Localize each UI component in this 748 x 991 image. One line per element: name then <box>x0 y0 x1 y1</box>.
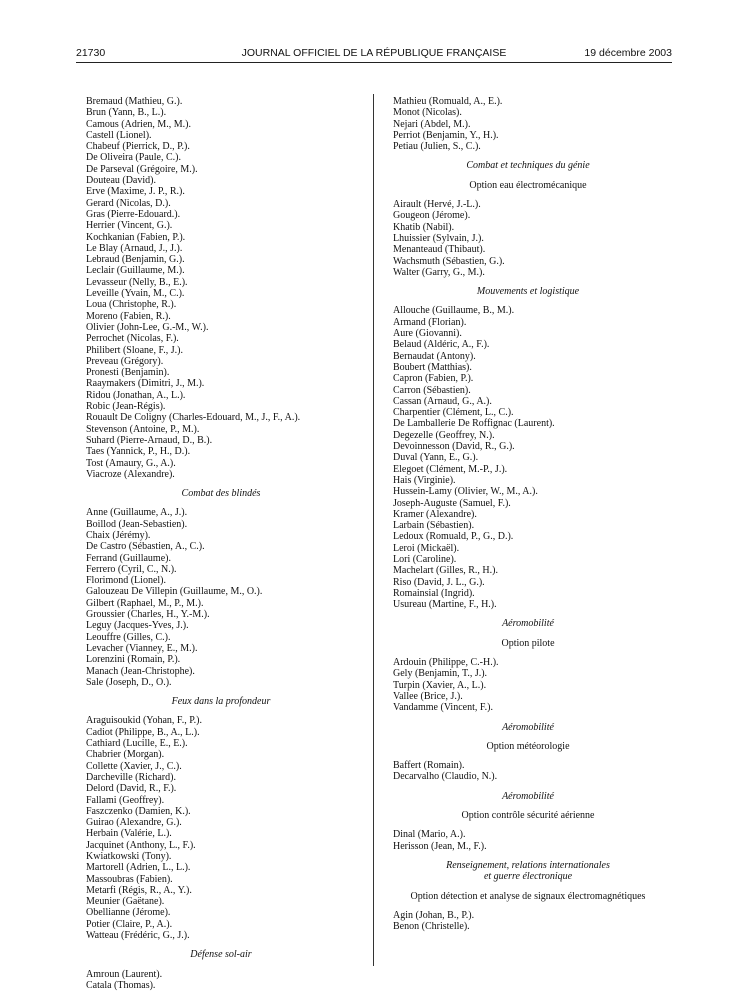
list-item: Agin (Johan, B., P.). <box>393 909 475 921</box>
list-item: Massoubras (Fabien). <box>86 873 173 885</box>
list-item: Gely (Benjamin, T., J.). <box>393 668 488 680</box>
section-heading: Combat des blindés <box>181 488 261 500</box>
list-item: Khatib (Nabil). <box>393 221 455 233</box>
list-item: Gras (Pierre-Edouard.). <box>86 208 181 220</box>
list-item: Ledoux (Romuald, P., G., D.). <box>393 531 514 543</box>
list-item: Suhard (Pierre-Arnaud, D., B.). <box>86 434 213 446</box>
list-item: Castell (Lionel). <box>86 129 152 141</box>
list-item: Herisson (Jean, M., F.). <box>393 840 487 852</box>
list-item: Leroi (Mickaël). <box>393 542 460 554</box>
list-item: Sale (Joseph, D., O.). <box>86 676 172 688</box>
list-item: Erve (Maxime, J. P., R.). <box>86 186 185 198</box>
list-item: Levacher (Vianney, E., M.). <box>86 642 198 654</box>
list-item: Romainsial (Ingrid). <box>393 587 475 599</box>
list-item: De Oliveira (Paule, C.). <box>86 152 181 164</box>
list-item: Ridou (Jonathan, A., L.). <box>86 389 186 401</box>
list-item: Kramer (Alexandre). <box>393 508 477 520</box>
list-item: Gerard (Nicolas, D.). <box>86 197 171 209</box>
list-item: Manach (Jean-Christophe). <box>86 665 195 677</box>
list-item: Florimond (Lionel). <box>86 575 166 587</box>
list-item: Mathieu (Romuald, A., E.). <box>393 96 503 107</box>
journal-title: JOURNAL OFFICIEL DE LA RÉPUBLIQUE FRANÇAISE <box>241 47 507 59</box>
list-item: Araguisoukid (Yohan, F., P.). <box>86 715 202 727</box>
list-item: Devoinnesson (David, R., G.). <box>393 441 515 453</box>
list-item: Charpentier (Clément, L., C.). <box>393 407 514 419</box>
list-item: Bernaudat (Antony). <box>393 350 476 362</box>
list-item: Taes (Yannick, P., H., D.). <box>86 446 191 458</box>
list-item: Chaix (Jérémy). <box>86 529 151 541</box>
list-item: Nejari (Abdel, M.). <box>393 118 471 130</box>
list-item: Preveau (Grégory). <box>86 355 164 367</box>
list-item: Lorenzini (Romain, P.). <box>86 654 181 666</box>
list-item: Cassan (Arnaud, G., A.). <box>393 395 492 407</box>
list-item: Boubert (Matthias). <box>393 361 472 373</box>
list-item: Cathiard (Lucille, E., E.). <box>86 738 188 750</box>
list-item: Leclair (Guillaume, M.). <box>86 265 185 277</box>
list-item: Decarvalho (Claudio, N.). <box>393 771 498 783</box>
list-item: Armand (Florian). <box>393 316 467 328</box>
list-item: Loua (Christophe, R.). <box>86 299 177 311</box>
list-item: Ardouin (Philippe, C.-H.). <box>393 657 499 669</box>
list-item: Larbain (Sébastien). <box>393 520 475 532</box>
list-item: Herbain (Valérie, L.). <box>86 828 172 840</box>
list-item: Tost (Amaury, G., A.). <box>86 457 176 469</box>
section-subheading: Option météorologie <box>486 740 570 752</box>
section-heading: Feux dans la profondeur <box>171 696 271 708</box>
list-item: Galouzeau De Villepin (Guillaume, M., O.). <box>86 586 263 598</box>
list-item: Kwiatkowski (Tony). <box>86 851 172 862</box>
list-item: Benon (Christelle). <box>393 921 470 933</box>
right-column <box>393 96 663 932</box>
list-item: Fallami (Geoffrey). <box>86 794 165 806</box>
list-item: Faszczenko (Damien, K.). <box>86 805 191 817</box>
list-item: Belaud (Aldéric, A., F.). <box>393 339 490 351</box>
list-item: Anne (Guillaume, A., J.). <box>86 507 188 519</box>
header-rule <box>76 62 672 63</box>
list-item: Meunier (Gaëtane). <box>86 896 165 908</box>
section-heading: Aéromobilité <box>502 721 554 733</box>
list-item: De Castro (Sébastien, A., C.). <box>86 541 205 553</box>
list-item: Aure (Giovanni). <box>393 328 462 340</box>
list-item: Herrier (Vincent, G.). <box>86 220 173 232</box>
section-subheading: Option détection et analyse de signaux électromagnétiques <box>410 890 646 902</box>
list-item: Martorell (Adrien, L., L.). <box>86 862 191 874</box>
list-item: Jacquinet (Anthony, L., F.). <box>86 839 196 851</box>
list-item: Levasseur (Nelly, B., E.). <box>86 276 188 288</box>
list-item: Riso (David, J. L., G.). <box>393 576 485 588</box>
list-item: De Lamballerie De Roffignac (Laurent). <box>393 418 555 430</box>
list-item: Raaymakers (Dimitri, J., M.). <box>86 378 205 390</box>
list-item: Vandamme (Vincent, F.). <box>393 702 493 714</box>
list-item: Ferrand (Guillaume). <box>86 552 171 564</box>
list-item: Lori (Caroline). <box>393 553 457 565</box>
list-item: Guirao (Alexandre, G.). <box>86 817 182 829</box>
list-item: Darcheville (Richard). <box>86 771 176 783</box>
list-item: Obellianne (Jérome). <box>86 907 171 919</box>
list-item: Hussein-Lamy (Olivier, W., M., A.). <box>393 486 538 498</box>
list-item: Airault (Hervé, J.-L.). <box>393 199 481 211</box>
list-item: Gougeon (Jérome). <box>393 210 471 222</box>
list-item: Ferrero (Cyril, C., N.). <box>86 563 177 575</box>
list-item: Gilbert (Raphael, M., P., M.). <box>86 597 204 609</box>
list-item: Allouche (Guillaume, B., M.). <box>393 305 515 317</box>
list-item: Chabeuf (Pierrick, D., P.). <box>86 141 190 153</box>
list-item: Walter (Garry, G., M.). <box>393 266 485 278</box>
section-heading: Combat et techniques du génie <box>466 160 590 172</box>
list-item: Viacroze (Alexandre). <box>86 468 175 480</box>
list-item: Le Blay (Arnaud, J., J.). <box>86 242 183 254</box>
list-item: Stevenson (Antoine, P., M.). <box>86 423 200 435</box>
list-item: Pronesti (Benjamin). <box>86 367 170 379</box>
section-heading: Défense sol-air <box>190 949 252 961</box>
section-subheading: Option pilote <box>501 637 555 649</box>
list-item: Usureau (Martine, F., H.). <box>393 599 497 611</box>
list-item: Catala (Thomas). <box>86 979 156 991</box>
list-item: Amroun (Laurent). <box>86 968 163 980</box>
list-item: Leveille (Yvain, M., C.). <box>86 288 185 300</box>
list-item: Wachsmuth (Sébastien, G.). <box>393 255 505 267</box>
list-item: Boillod (Jean-Sebastien). <box>86 518 188 530</box>
list-item: Hais (Virginie). <box>393 474 456 486</box>
list-item: Petiau (Julien, S., C.). <box>393 141 481 153</box>
list-item: Lhuissier (Sylvain, J.). <box>393 232 484 244</box>
left-column <box>86 96 356 991</box>
list-item: Turpin (Xavier, A., L.). <box>393 679 487 691</box>
list-item: Philibert (Sloane, F., J.). <box>86 344 183 356</box>
list-item: Bremaud (Mathieu, G.). <box>86 96 183 107</box>
list-item: Baffert (Romain). <box>393 760 465 772</box>
section-heading: et guerre électronique <box>483 871 573 883</box>
page-header <box>76 47 672 61</box>
list-item: Kochkanian (Fabien, P.). <box>86 231 186 243</box>
section-subheading: Option contrôle sécurité aérienne <box>461 810 595 822</box>
list-item: Duval (Yann, E., G.). <box>393 452 479 464</box>
list-item: Perrochet (Nicolas, F.). <box>86 333 179 345</box>
list-item: Machelart (Gilles, R., H.). <box>393 565 498 577</box>
list-item: Groussier (Charles, H., Y.-M.). <box>86 609 210 621</box>
list-item: Watteau (Frédéric, G., J.). <box>86 930 190 942</box>
list-item: Cadiot (Philippe, B., A., L.). <box>86 726 200 738</box>
list-item: Carron (Sébastien). <box>393 384 471 396</box>
list-item: Camous (Adrien, M., M.). <box>86 118 191 130</box>
list-item: Robic (Jean-Régis). <box>86 401 166 413</box>
list-item: Perriot (Benjamin, Y., H.). <box>393 129 499 141</box>
section-heading: Mouvements et logistique <box>476 286 580 298</box>
list-item: Degezelle (Geoffrey, N.). <box>393 429 495 441</box>
list-item: Elegoet (Clément, M.-P., J.). <box>393 463 508 475</box>
list-item: Lebraud (Benjamin, G.). <box>86 254 185 266</box>
list-item: Rouault De Coligny (Charles-Edouard, M., J., F., A.). <box>86 412 301 424</box>
list-item: Leouffre (Gilles, C.). <box>86 631 171 643</box>
list-item: Douteau (David). <box>86 175 156 187</box>
section-heading: Renseignement, relations internationales <box>446 859 610 871</box>
list-item: De Parseval (Grégoire, M.). <box>86 163 198 175</box>
list-item: Vallee (Brice, J.). <box>393 690 463 702</box>
section-heading: Aéromobilité <box>502 790 554 802</box>
list-item: Joseph-Auguste (Samuel, F.). <box>393 497 511 509</box>
list-item: Capron (Fabien, P.). <box>393 373 474 385</box>
list-item: Monot (Nicolas). <box>393 107 462 119</box>
list-item: Metarfi (Régis, R., A., Y.). <box>86 884 192 896</box>
list-item: Collette (Xavier, J., C.). <box>86 760 182 772</box>
section-heading: Aéromobilité <box>502 618 554 630</box>
list-item: Potier (Claire, P., A.). <box>86 918 173 930</box>
list-item: Dinal (Mario, A.). <box>393 829 466 841</box>
column-divider <box>373 94 374 966</box>
list-item: Delord (David, R., F.). <box>86 783 177 795</box>
list-item: Brun (Yann, B., L.). <box>86 107 167 119</box>
publication-date: 19 décembre 2003 <box>584 47 672 59</box>
section-subheading: Option eau électromécanique <box>469 179 587 191</box>
list-item: Menanteaud (Thibaut). <box>393 244 486 256</box>
list-item: Moreno (Fabien, R.). <box>86 310 171 322</box>
list-item: Leguy (Jacques-Yves, J.). <box>86 620 189 632</box>
page-number: 21730 <box>76 47 106 59</box>
list-item: Chabrier (Morgan). <box>86 749 165 761</box>
list-item: Olivier (John-Lee, G.-M., W.). <box>86 321 209 333</box>
